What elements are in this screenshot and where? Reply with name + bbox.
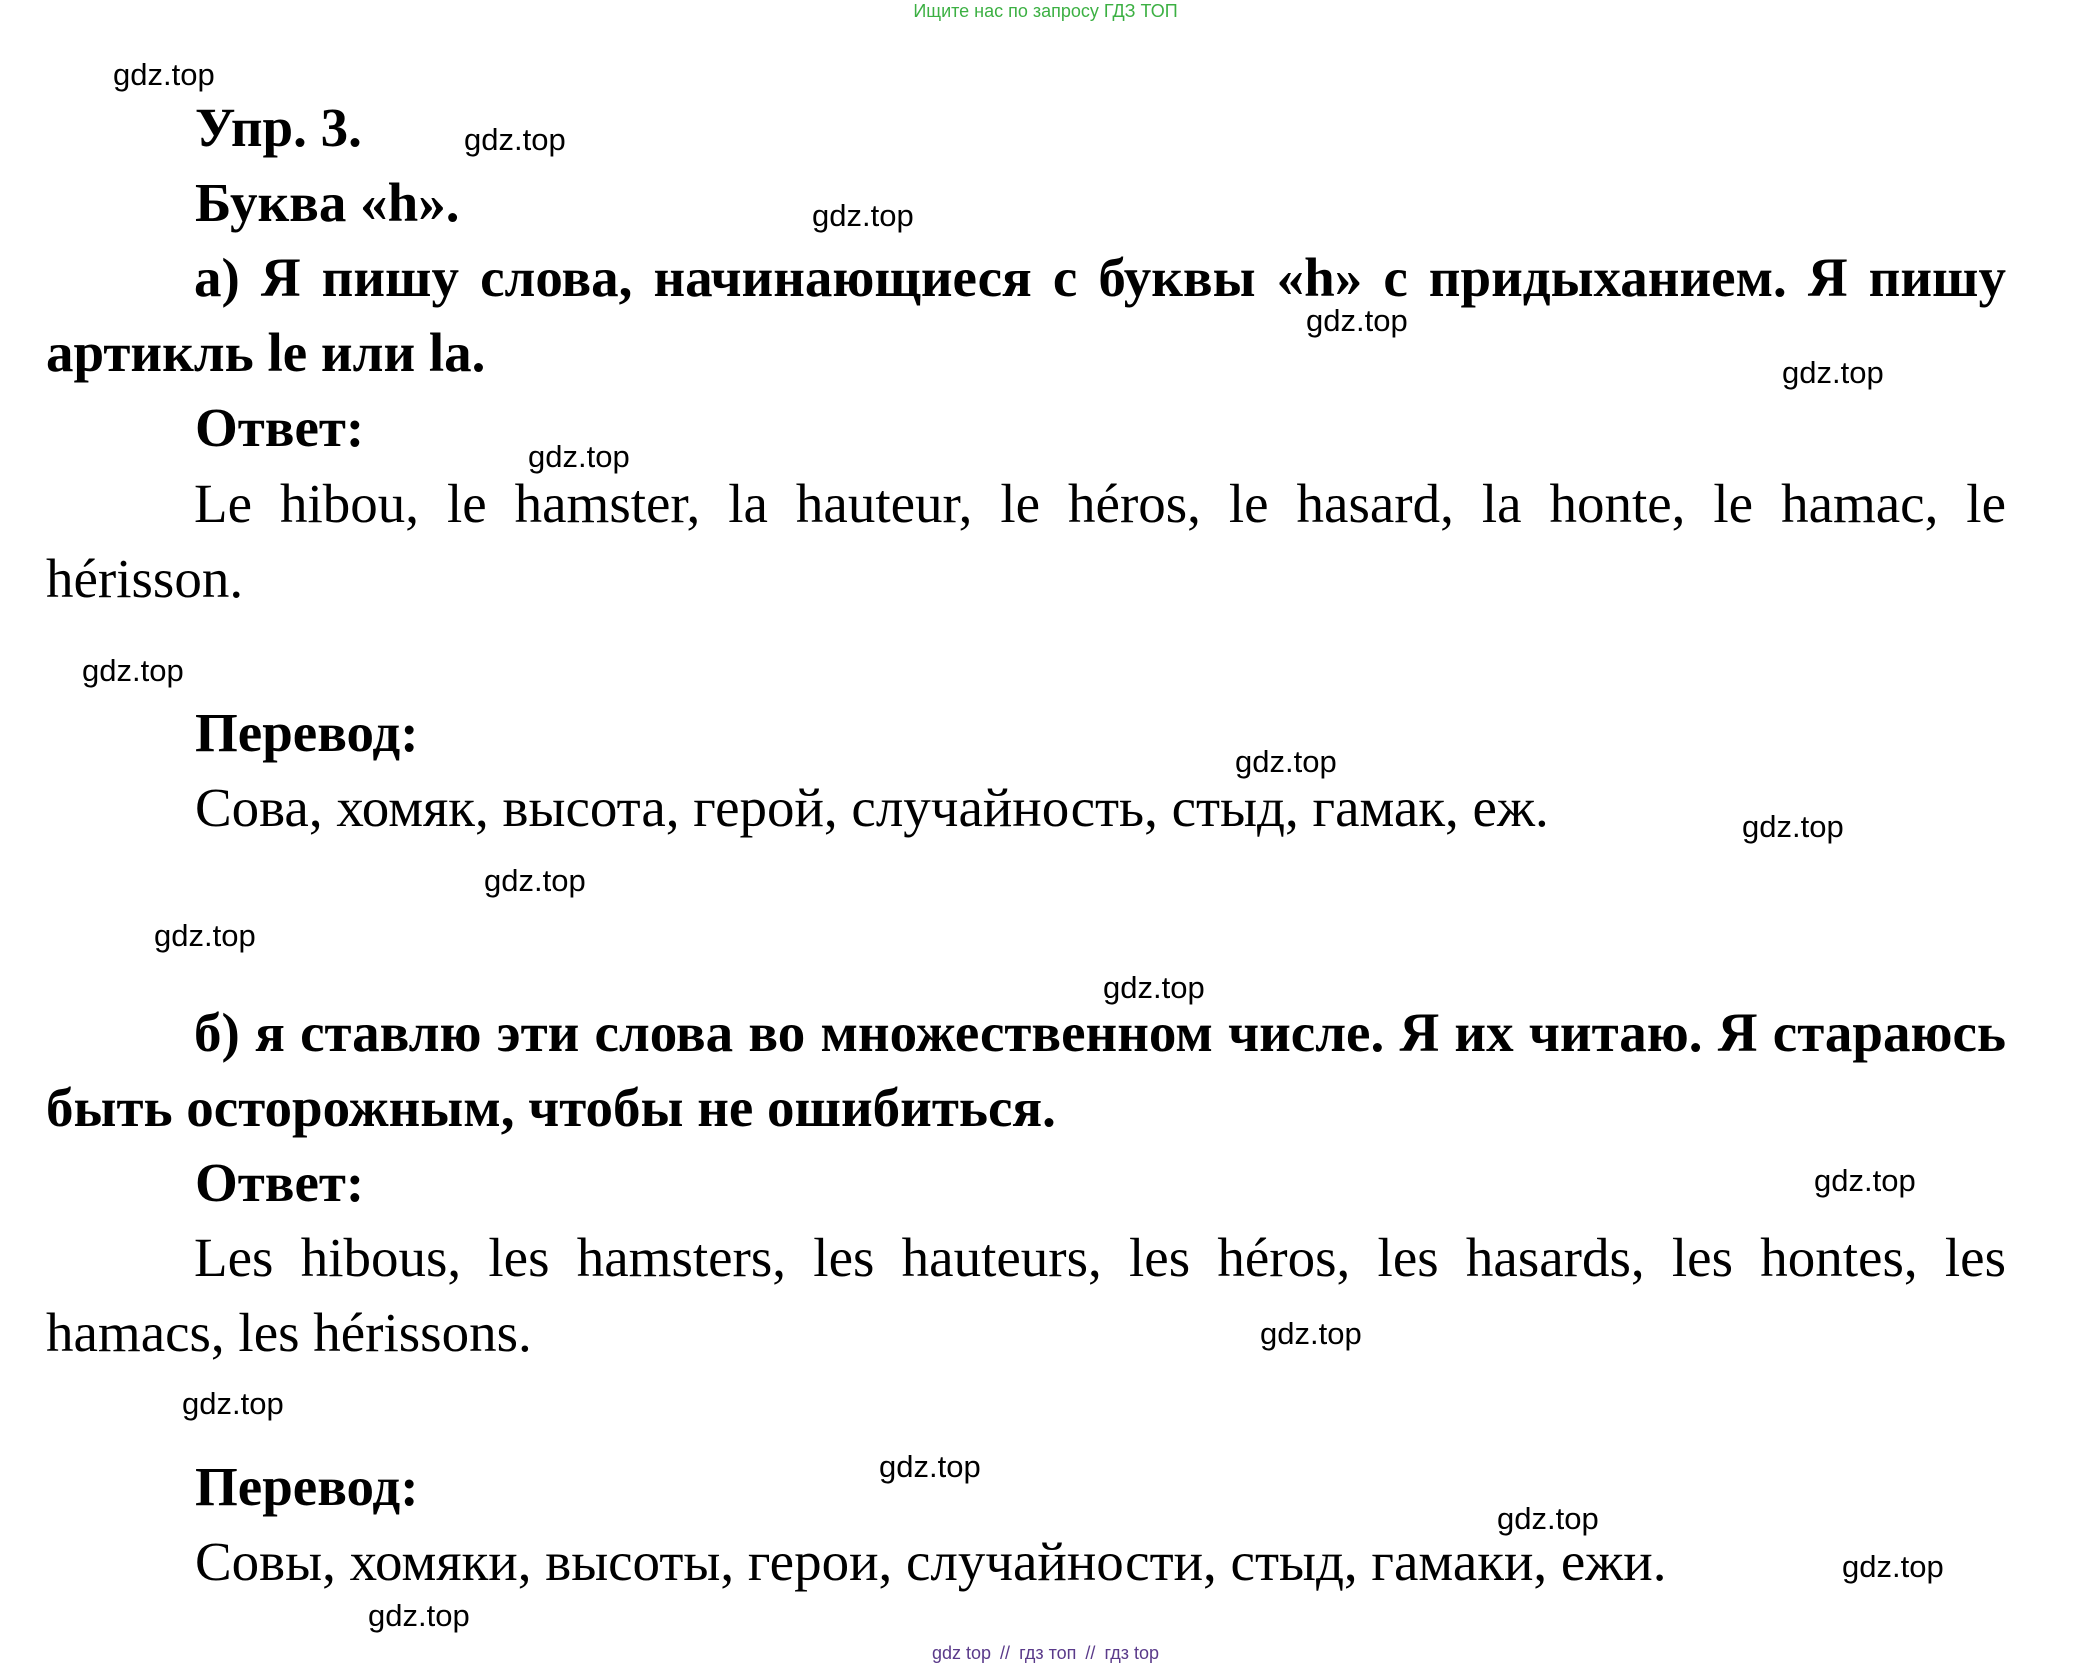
watermark: gdz.top	[484, 863, 586, 898]
footer-separator: //	[1000, 1643, 1011, 1663]
watermark: gdz.top	[82, 653, 184, 688]
exercise-title: Упр. 3.	[195, 97, 362, 158]
part-b-task: б) я ставлю эти слова во множественном числе. Я их читаю. Я стараюсь быть осторожным, чтобы не ошибиться.	[46, 1002, 2006, 1138]
part-a-answer: Le hibou, le hamster, la hauteur, le héros, le hasard, la honte, le hamac, le hérisson.	[46, 473, 2006, 609]
watermark: gdz.top	[1260, 1316, 1362, 1351]
watermark: gdz.top	[113, 57, 215, 92]
top-banner: Ищите нас по запросу ГДЗ ТОП	[913, 1, 1178, 21]
part-b-answer-label: Ответ:	[195, 1152, 365, 1213]
watermark: gdz.top	[1103, 970, 1205, 1005]
part-b-translation: Совы, хомяки, высоты, герои, случайности, стыд, гамаки, ежи.	[195, 1531, 1667, 1592]
footer-links	[0, 1642, 2091, 1664]
watermark: gdz.top	[1497, 1501, 1599, 1536]
part-a-translation-label: Перевод:	[195, 702, 419, 763]
watermark: gdz.top	[812, 198, 914, 233]
part-a-answer-label: Ответ:	[195, 397, 365, 458]
part-a-task: а) Я пишу слова, начинающиеся с буквы «h» с придыханием. Я пишу артикль le или la.	[46, 247, 2006, 383]
watermark: gdz.top	[1814, 1163, 1916, 1198]
watermark: gdz.top	[182, 1386, 284, 1421]
watermark: gdz.top	[879, 1449, 981, 1484]
part-b-answer: Les hibous, les hamsters, les hauteurs, les héros, les hasards, les hontes, les hamacs, les hérissons.	[46, 1227, 2006, 1363]
watermark: gdz.top	[1306, 303, 1408, 338]
letter-heading: Буква «h».	[195, 172, 460, 233]
footer-link-gdz-top-mixed[interactable]: гдз top	[1104, 1643, 1159, 1663]
watermark: gdz.top	[528, 439, 630, 474]
footer-link-gdz-top[interactable]: gdz top	[931, 1643, 992, 1663]
footer-separator: //	[1085, 1643, 1096, 1663]
watermark: gdz.top	[154, 918, 256, 953]
watermark: gdz.top	[464, 122, 566, 157]
footer-link-gdz-top-ru[interactable]: гдз топ	[1019, 1643, 1077, 1663]
watermark: gdz.top	[1742, 809, 1844, 844]
part-b-translation-label: Перевод:	[195, 1456, 419, 1517]
watermark: gdz.top	[1235, 744, 1337, 779]
watermark: gdz.top	[1782, 355, 1884, 390]
part-a-translation: Сова, хомяк, высота, герой, случайность, стыд, гамак, еж.	[195, 777, 1549, 838]
watermark: gdz.top	[1842, 1549, 1944, 1584]
watermark: gdz.top	[368, 1598, 470, 1633]
